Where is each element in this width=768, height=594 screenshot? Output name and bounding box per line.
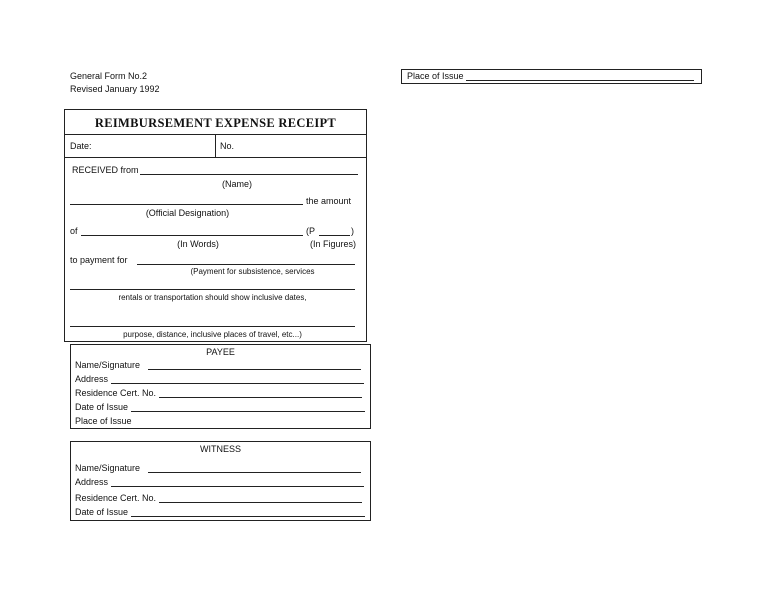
the-amount-label: the amount: [306, 196, 352, 206]
witness-residence-cert-label: Residence Cert. No.: [75, 493, 157, 503]
place-of-issue-field[interactable]: [466, 80, 694, 81]
amount-in-words-field[interactable]: [81, 235, 303, 236]
payee-name-signature-field[interactable]: [148, 369, 361, 370]
payee-date-of-issue-field[interactable]: [131, 411, 365, 412]
payment-detail-field-2[interactable]: [70, 326, 355, 327]
official-designation-field[interactable]: [70, 204, 303, 205]
official-designation-caption: (Official Designation): [145, 208, 230, 218]
witness-date-of-issue-field[interactable]: [131, 516, 365, 517]
payment-caption-2: rentals or transportation should show inclusive dates,: [118, 293, 307, 302]
witness-residence-cert-field[interactable]: [159, 502, 362, 503]
date-row-divider: [65, 157, 366, 158]
revised-date: Revised January 1992: [70, 84, 160, 94]
payee-title: PAYEE: [206, 347, 235, 357]
witness-address-label: Address: [75, 477, 109, 487]
place-of-issue-label: Place of Issue: [407, 71, 464, 81]
in-words-caption: (In Words): [177, 239, 219, 249]
witness-date-of-issue-label: Date of Issue: [75, 507, 129, 517]
payee-place-of-issue-label: Place of Issue: [75, 416, 132, 426]
p-close-label: ): [351, 226, 354, 236]
date-label: Date:: [70, 141, 92, 151]
payment-caption-3: purpose, distance, inclusive places of travel, etc...): [123, 330, 302, 339]
payee-residence-cert-label: Residence Cert. No.: [75, 388, 157, 398]
no-label: No.: [220, 141, 235, 151]
witness-box: [70, 441, 371, 521]
of-label: of: [70, 226, 78, 236]
form-number: General Form No.2: [70, 71, 148, 81]
p-open-label: (P: [306, 226, 315, 236]
witness-title: WITNESS: [199, 444, 241, 454]
payee-name-signature-label: Name/Signature: [75, 360, 141, 370]
witness-name-signature-field[interactable]: [148, 472, 361, 473]
payee-box: [70, 344, 371, 429]
amount-in-figures-field[interactable]: [319, 235, 350, 236]
payee-residence-cert-field[interactable]: [159, 397, 362, 398]
receipt-box: [64, 109, 367, 342]
to-payment-for-label: to payment for: [70, 255, 128, 265]
payment-for-field[interactable]: [137, 264, 355, 265]
date-no-divider: [215, 135, 216, 157]
witness-address-field[interactable]: [111, 486, 364, 487]
place-of-issue-box: [401, 69, 702, 84]
payee-date-of-issue-label: Date of Issue: [75, 402, 129, 412]
received-from-field[interactable]: [140, 174, 358, 175]
name-caption: (Name): [221, 179, 252, 189]
payment-detail-field-1[interactable]: [70, 289, 355, 290]
payment-caption-1: (Payment for subsistence, services: [190, 267, 315, 276]
received-from-label: RECEIVED from: [72, 165, 139, 175]
receipt-title: REIMBURSEMENT EXPENSE RECEIPT: [94, 116, 337, 130]
payee-address-field[interactable]: [111, 383, 364, 384]
in-figures-caption: (In Figures): [309, 239, 356, 249]
witness-name-signature-label: Name/Signature: [75, 463, 141, 473]
payee-address-label: Address: [75, 374, 109, 384]
